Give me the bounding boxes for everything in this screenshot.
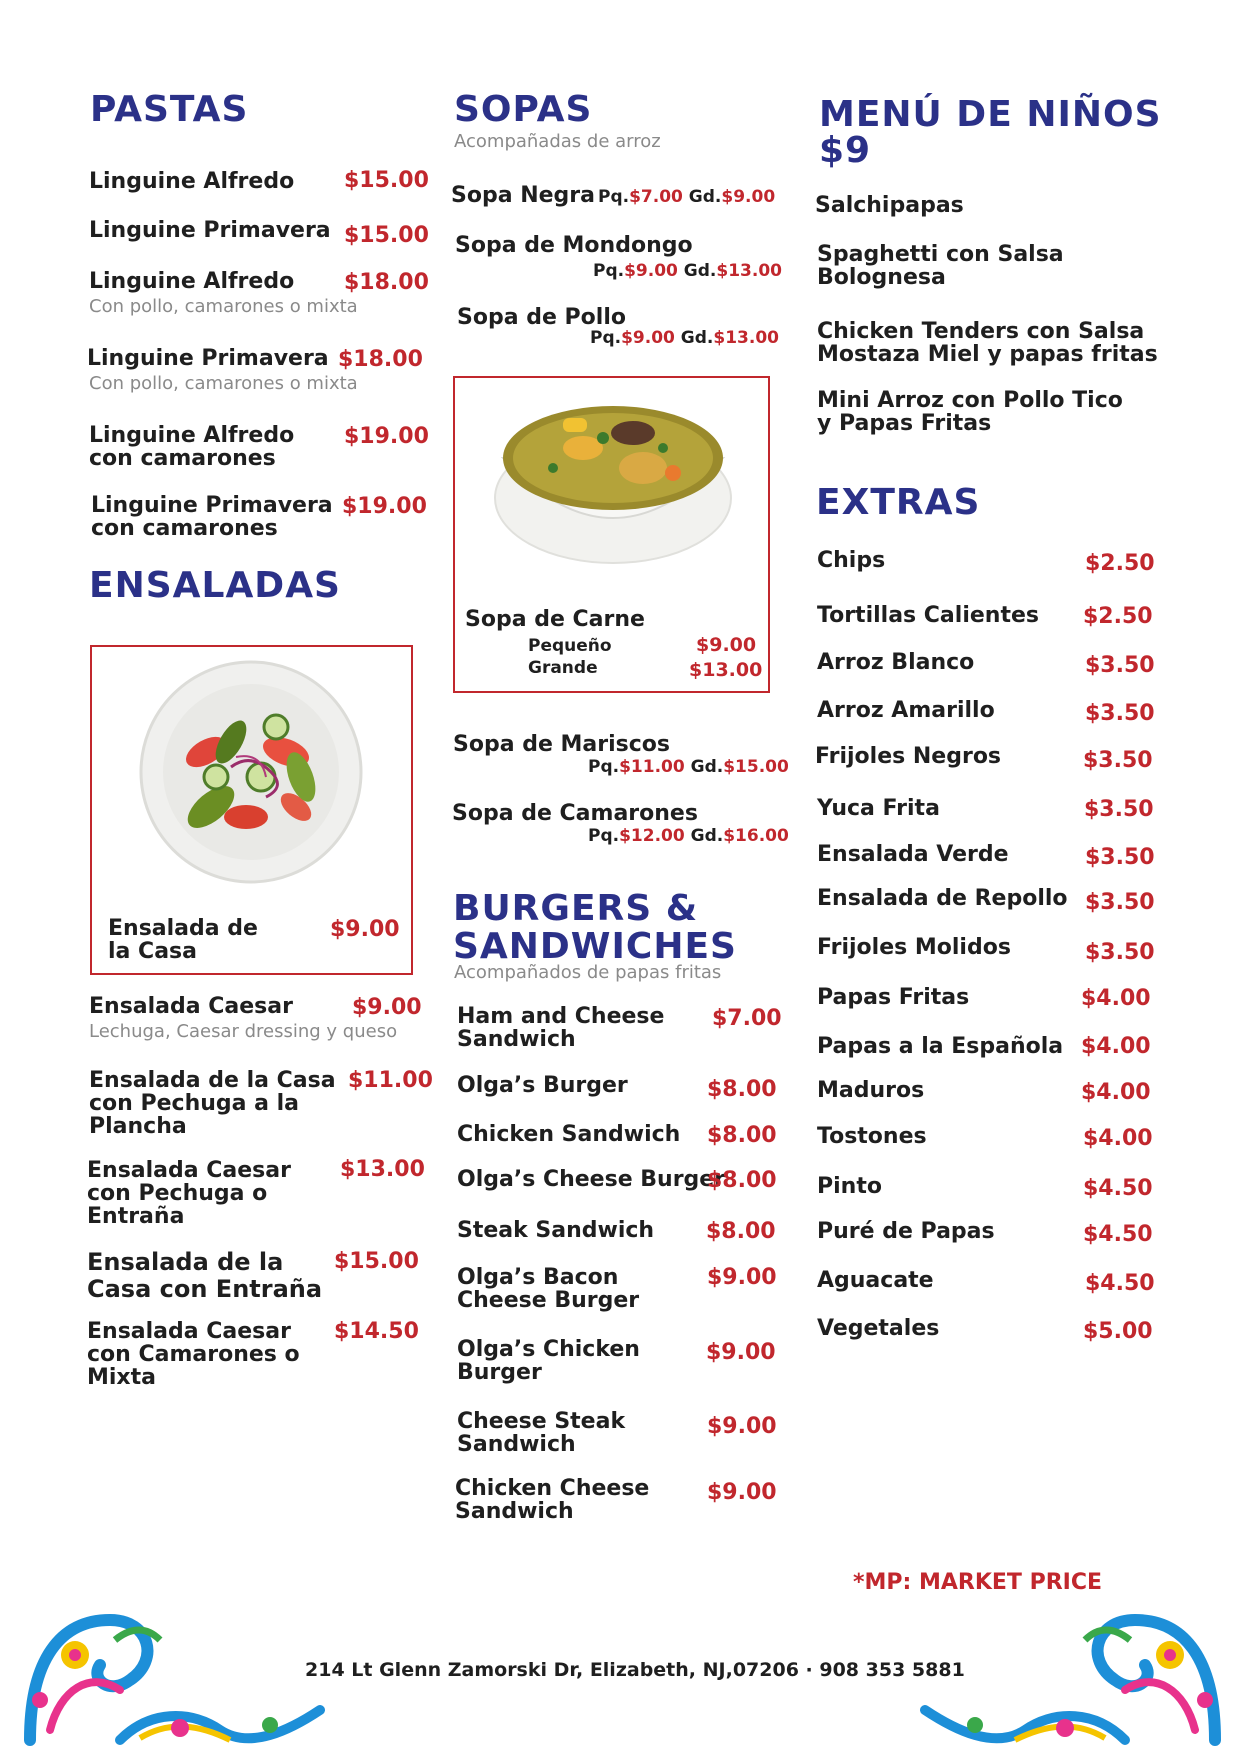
menu-item-name: Linguine Primavera: [89, 218, 331, 243]
menu-item-name: Yuca Frita: [817, 796, 940, 821]
menu-item-price: $8.00: [706, 1219, 776, 1244]
menu-item-name: Steak Sandwich: [457, 1218, 655, 1243]
extras-title: EXTRAS: [816, 482, 981, 523]
menu-item-name: Sopa de Mondongo: [455, 233, 693, 258]
menu-item-name: Ensalada Verde: [817, 842, 1009, 867]
menu-item-description: Lechuga, Caesar dressing y queso: [89, 1021, 398, 1042]
menu-item-price: $9.00: [707, 1414, 777, 1439]
menu-item-price: $14.50: [334, 1319, 419, 1344]
menu-item-name: Ensalada de la Casa con Pechuga a la Plancha: [89, 1068, 336, 1139]
menu-item-name: Puré de Papas: [817, 1219, 995, 1244]
menu-item-name: Olga’s Chicken Burger: [457, 1337, 640, 1385]
menu-item-name: Linguine Alfredo: [89, 169, 295, 194]
menu-item-price: $11.00: [348, 1068, 433, 1093]
ninos-title: MENÚ DE NIÑOS $9: [819, 94, 1162, 171]
menu-item-price: $4.00: [1081, 986, 1151, 1011]
menu-item-name: Linguine Alfredo: [89, 269, 295, 294]
menu-item-name: Chicken Tenders con Salsa Mostaza Miel y papas fritas: [817, 319, 1158, 367]
menu-item-price: $7.00: [712, 1006, 782, 1031]
menu-item-price: $15.00: [344, 223, 429, 248]
menu-item-name: Papas Fritas: [817, 985, 970, 1010]
menu-item-name: Olga’s Cheese Burger: [457, 1167, 726, 1192]
menu-item-name: Tortillas Calientes: [817, 603, 1039, 628]
soup-bowl-image: [483, 378, 743, 578]
burgers-title: BURGERS & SANDWICHES: [453, 888, 737, 967]
menu-item-price: $18.00: [344, 270, 429, 295]
menu-item-price: $4.50: [1083, 1176, 1153, 1201]
featured-soup-card: [453, 376, 770, 693]
menu-item-price: $19.00: [344, 424, 429, 449]
menu-item-name: Chicken Cheese Sandwich: [455, 1476, 650, 1524]
menu-item-price: $2.50: [1083, 604, 1153, 629]
menu-item-name: Salchipapas: [815, 193, 964, 218]
size-prices: Pq.$7.00 Gd.$9.00: [598, 187, 776, 207]
menu-item-name: Aguacate: [817, 1268, 934, 1293]
menu-item-name: Pinto: [817, 1174, 882, 1199]
menu-item-name: Ensalada de la Casa con Entraña: [87, 1248, 323, 1303]
menu-item-price: $13.00: [340, 1157, 425, 1182]
featured-salad-name: Ensalada de la Casa: [108, 916, 258, 964]
menu-item-name: Mini Arroz con Pollo Tico y Papas Fritas: [817, 388, 1123, 436]
menu-item-description: Con pollo, camarones o mixta: [89, 296, 358, 317]
small-size-label: Pequeño: [528, 636, 612, 656]
menu-item-price: $8.00: [707, 1168, 777, 1193]
small-size-price: $9.00: [696, 634, 757, 656]
menu-item-description: Con pollo, camarones o mixta: [89, 373, 358, 394]
ensaladas-title: ENSALADAS: [89, 565, 341, 606]
menu-item-name: Frijoles Molidos: [817, 935, 1011, 960]
footer-address: 214 Lt Glenn Zamorski Dr, Elizabeth, NJ,07206 · 908 353 5881: [305, 1659, 965, 1681]
menu-item-price: $5.00: [1083, 1319, 1153, 1344]
featured-soup-name: Sopa de Carne: [465, 607, 645, 632]
size-prices: Pq.$11.00 Gd.$15.00: [588, 757, 789, 777]
menu-item-name: Maduros: [817, 1078, 925, 1103]
menu-item-name: Cheese Steak Sandwich: [457, 1409, 626, 1457]
menu-item-name: Papas a la Española: [817, 1034, 1064, 1059]
menu-item-price: $19.00: [342, 494, 427, 519]
menu-item-price: $9.00: [707, 1480, 777, 1505]
menu-item-name: Arroz Amarillo: [817, 698, 995, 723]
featured-salad-price: $9.00: [330, 917, 400, 942]
menu-item-name: Linguine Primavera con camarones: [91, 493, 333, 541]
menu-item-price: $15.00: [344, 168, 429, 193]
menu-item-price: $9.00: [706, 1340, 776, 1365]
large-size-label: Grande: [528, 658, 598, 678]
menu-item-name: Spaghetti con Salsa Bolognesa: [817, 242, 1064, 290]
menu-item-price: $18.00: [338, 347, 423, 372]
menu-item-name: Olga’s Burger: [457, 1073, 628, 1098]
menu-item-name: Linguine Alfredo con camarones: [89, 423, 295, 471]
menu-item-price: $3.50: [1084, 797, 1154, 822]
menu-item-price: $8.00: [707, 1123, 777, 1148]
menu-item-price: $4.00: [1081, 1034, 1151, 1059]
menu-item-name: Ensalada Caesar: [89, 994, 293, 1019]
featured-salad-card: [90, 645, 413, 975]
menu-item-price: $8.00: [707, 1077, 777, 1102]
menu-item-name: Sopa de Pollo: [457, 305, 626, 330]
menu-item-price: $15.00: [334, 1249, 419, 1274]
menu-item-name: Sopa de Mariscos: [453, 732, 671, 757]
salad-plate-image: [136, 657, 366, 887]
menu-item-price: $4.50: [1083, 1222, 1153, 1247]
sopas-subtitle: Acompañadas de arroz: [454, 131, 661, 152]
left-floral-ornament: [20, 1600, 340, 1750]
menu-item-price: $9.00: [352, 995, 422, 1020]
menu-item-price: $9.00: [707, 1265, 777, 1290]
menu-item-name: Chips: [817, 548, 886, 573]
menu-item-name: Olga’s Bacon Cheese Burger: [457, 1265, 640, 1313]
menu-item-name: Vegetales: [817, 1316, 940, 1341]
menu-item-name: Frijoles Negros: [815, 744, 1002, 769]
menu-item-name: Linguine Primavera: [87, 346, 329, 371]
menu-item-name: Tostones: [817, 1124, 927, 1149]
menu-item-name: Arroz Blanco: [817, 650, 975, 675]
menu-item-price: $3.50: [1085, 701, 1155, 726]
menu-item-price: $4.00: [1081, 1080, 1151, 1105]
menu-item-name: Ensalada Caesar con Pechuga o Entraña: [87, 1158, 291, 1229]
menu-item-price: $3.50: [1085, 890, 1155, 915]
size-prices: Pq.$12.00 Gd.$16.00: [588, 826, 789, 846]
menu-item-name: Ham and Cheese Sandwich: [457, 1004, 665, 1052]
burgers-subtitle: Acompañados de papas fritas: [454, 962, 722, 983]
pastas-title: PASTAS: [90, 89, 249, 130]
menu-item-name: Ensalada de Repollo: [817, 886, 1068, 911]
size-prices: Pq.$9.00 Gd.$13.00: [593, 261, 782, 281]
menu-item-price: $4.50: [1085, 1271, 1155, 1296]
large-size-price: $13.00: [689, 659, 763, 681]
menu-item-name: Ensalada Caesar con Camarones o Mixta: [87, 1319, 300, 1390]
menu-item-name: Sopa Negra: [451, 183, 595, 208]
market-price-note: *MP: MARKET PRICE: [853, 1570, 1103, 1595]
menu-item-name: Chicken Sandwich: [457, 1122, 681, 1147]
sopas-title: SOPAS: [454, 89, 593, 130]
menu-item-price: $4.00: [1083, 1126, 1153, 1151]
menu-item-price: $3.50: [1083, 748, 1153, 773]
menu-item-price: $3.50: [1085, 653, 1155, 678]
menu-item-price: $2.50: [1085, 551, 1155, 576]
menu-item-price: $3.50: [1085, 940, 1155, 965]
menu-item-price: $3.50: [1085, 845, 1155, 870]
size-prices: Pq.$9.00 Gd.$13.00: [590, 328, 779, 348]
menu-item-name: Sopa de Camarones: [452, 801, 698, 826]
